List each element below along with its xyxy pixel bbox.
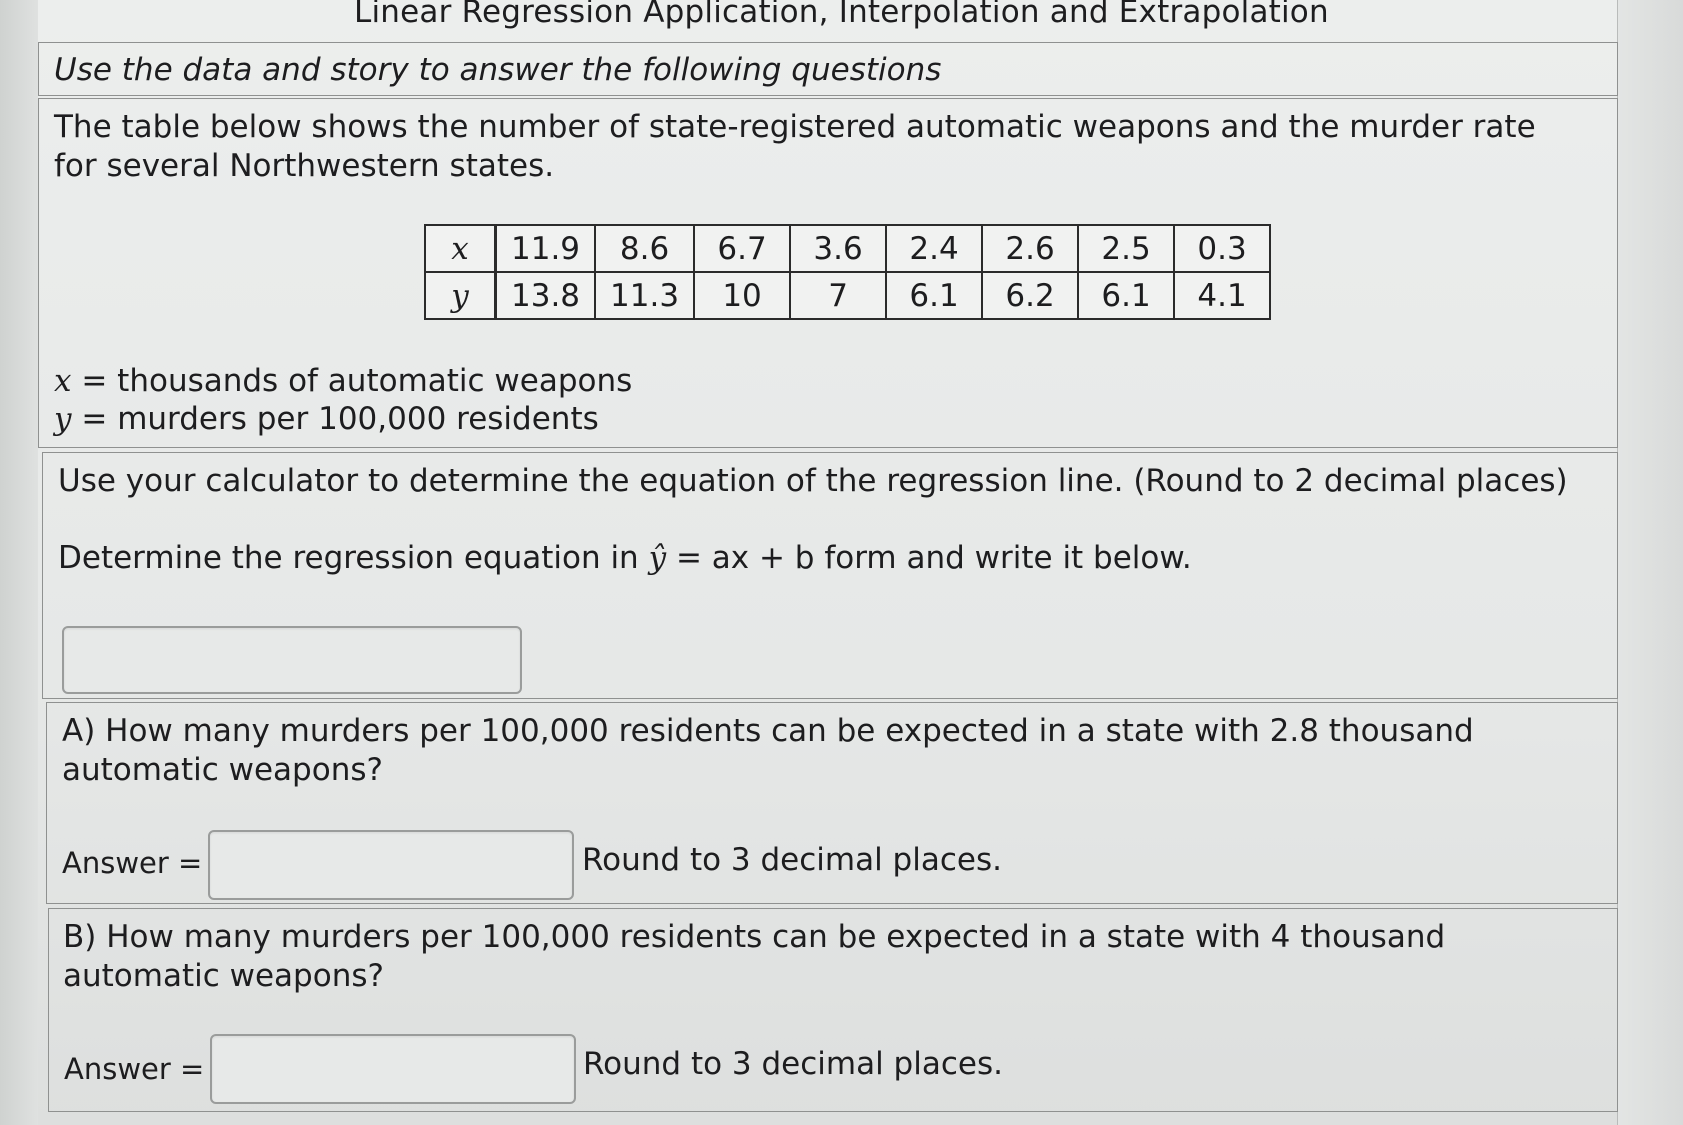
right-margin (1617, 0, 1683, 1125)
left-margin (0, 0, 38, 1125)
table-cell: 7 (790, 272, 886, 319)
table-row-y (425, 272, 1270, 319)
data-table (424, 224, 1271, 320)
table-cell: 2.6 (982, 225, 1078, 272)
row-label-y: y (425, 272, 496, 319)
table-cell: 4.1 (1174, 272, 1270, 319)
table-cell: 6.2 (982, 272, 1078, 319)
regression-equation-input[interactable] (62, 626, 522, 694)
determine-suffix: = ax + b form and write it below. (675, 540, 1192, 576)
page-title: Linear Regression Application, Interpolation and Extrapolation (354, 0, 1329, 30)
answer-b-round-note: Round to 3 decimal places. (583, 1046, 1003, 1082)
y-hat-symbol: ŷ (648, 540, 667, 576)
table-cell: 11.3 (595, 272, 694, 319)
row-label-x: x (425, 225, 496, 272)
table-cell: 10 (694, 272, 790, 319)
table-cell: 0.3 (1174, 225, 1270, 272)
story-text: The table below shows the number of state-registered automatic weapons and the murder rate for several Northwestern states. (54, 109, 1536, 184)
answer-b-input[interactable] (210, 1034, 576, 1104)
definition-x (54, 362, 632, 400)
answer-a-label: Answer = (62, 846, 203, 880)
table-cell: 2.5 (1078, 225, 1174, 272)
table-cell: 6.7 (694, 225, 790, 272)
question-a-text: A) How many murders per 100,000 residents can be expected in a state with 2.8 thousand automatic weapons? (62, 713, 1474, 788)
regression-determine (58, 539, 1192, 578)
table-cell: 8.6 (595, 225, 694, 272)
answer-a-round-note: Round to 3 decimal places. (582, 842, 1002, 878)
table-cell: 13.8 (496, 272, 596, 319)
definition-y (54, 400, 632, 438)
table-cell: 6.1 (1078, 272, 1174, 319)
table-cell: 6.1 (886, 272, 982, 319)
table-row-x (425, 225, 1270, 272)
answer-b-label: Answer = (64, 1052, 205, 1086)
y-definition-text: = murders per 100,000 residents (81, 401, 599, 437)
determine-prefix: Determine the regression equation in (58, 540, 639, 576)
instruction-text: Use the data and story to answer the following questions (54, 52, 942, 88)
x-definition-text: = thousands of automatic weapons (81, 363, 633, 399)
variable-definitions (54, 362, 632, 438)
answer-a-input[interactable] (208, 830, 574, 900)
table-cell: 3.6 (790, 225, 886, 272)
y-variable: y (54, 401, 72, 437)
table-cell: 11.9 (496, 225, 596, 272)
question-b-text: B) How many murders per 100,000 residents can be expected in a state with 4 thousand automatic weapons? (63, 919, 1446, 994)
regression-prompt: Use your calculator to determine the equation of the regression line. (Round to 2 decimal places) (58, 463, 1568, 499)
table-cell: 2.4 (886, 225, 982, 272)
x-variable: x (54, 363, 72, 399)
